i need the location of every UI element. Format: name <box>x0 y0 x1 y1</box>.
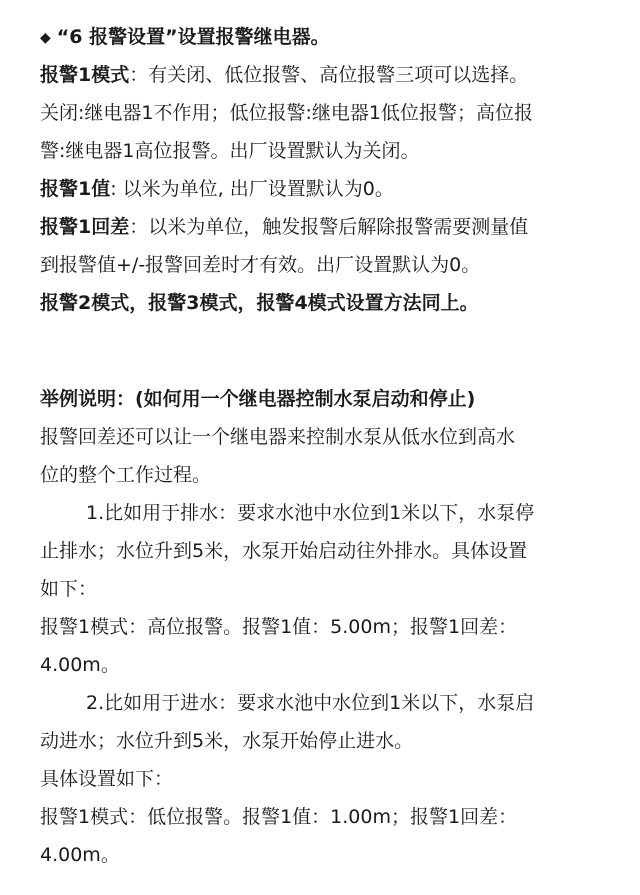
mode-line-2: 关闭:继电器1不作用；低位报警:继电器1低位报警；高位报 <box>40 102 533 124</box>
example-intro-1: 报警回差还可以让一个继电器来控制水泵从低水位到高水 <box>40 426 516 448</box>
mode-line <box>40 56 612 94</box>
value-line <box>40 170 612 208</box>
mode-label: 报警1模式 <box>40 64 130 86</box>
case1-line-2: 止排水；水位升到5米，水泵开始启动往外排水。具体设置 <box>40 540 528 562</box>
hysteresis-text: ：以米为单位，触发报警后解除报警需要测量值 <box>129 216 529 238</box>
hysteresis-label: 报警1回差 <box>40 216 130 238</box>
case2-line-2: 动进水；水位升到5米，水泵开始停止进水。 <box>40 730 414 752</box>
value-text: : 以米为单位, 出厂设置默认为0。 <box>110 178 394 200</box>
hysteresis-line-2: 到报警值+/-报警回差时才有效。出厂设置默认为0。 <box>40 254 481 276</box>
case2-line-3: 具体设置如下： <box>40 768 174 790</box>
example-title: 举例说明：(如何用一个继电器控制水泵启动和停止) <box>40 388 476 410</box>
mode-text: ：有关闭、低位报警、高位报警三项可以选择。 <box>129 64 529 86</box>
value-label: 报警1值 <box>40 178 111 200</box>
heading: “6 报警设置”设置报警继电器。 <box>56 26 330 48</box>
case2-setting-2: 4.00m。 <box>40 844 120 866</box>
case1-setting-2: 4.00m。 <box>40 654 120 676</box>
case2-setting-1: 报警1模式：低位报警。报警1值：1.00m；报警1回差： <box>40 806 518 828</box>
heading-line <box>40 18 612 56</box>
case1-setting-1: 报警1模式：高位报警。报警1值：5.00m；报警1回差： <box>40 616 518 638</box>
others-note: 报警2模式，报警3模式，报警4模式设置方法同上。 <box>40 292 479 314</box>
document-body <box>40 18 612 874</box>
case2-line-1: 2.比如用于进水：要求水池中水位到1米以下，水泵启 <box>86 692 535 714</box>
spacer <box>40 322 612 360</box>
spacer <box>40 360 612 380</box>
example-intro-2: 位的整个工作过程。 <box>40 464 212 486</box>
hysteresis-line <box>40 208 612 246</box>
mode-line-3: 警:继电器1高位报警。出厂设置默认为关闭。 <box>40 140 420 162</box>
case1-line-3: 如下： <box>40 578 98 600</box>
diamond-bullet-icon: ◆ <box>40 30 51 46</box>
case1-line-1: 1.比如用于排水：要求水池中水位到1米以下，水泵停 <box>86 502 535 524</box>
